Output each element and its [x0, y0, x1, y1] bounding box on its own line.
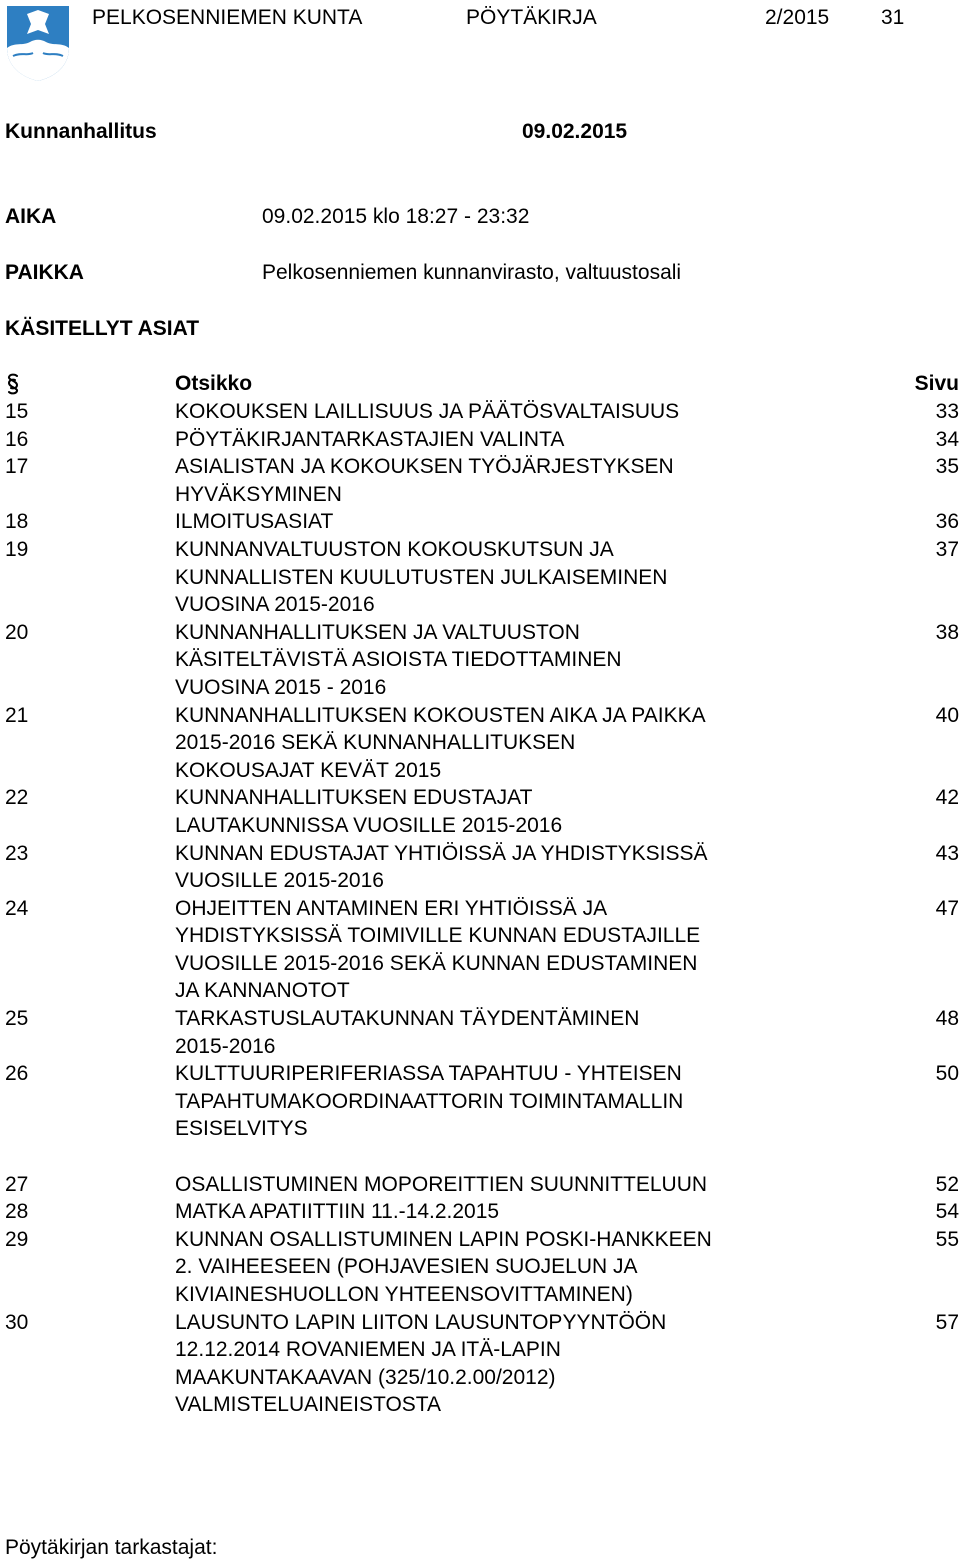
table-row	[5, 1309, 960, 1419]
item-page: 38	[935, 620, 959, 644]
item-title: KUNNANVALTUUSTON KOKOUSKUTSUN JA KUNNALLISTEN KUULUTUSTEN JULKAISEMINEN VUOSINA 2015-2016	[175, 537, 668, 617]
item-page: 35	[935, 455, 959, 479]
item-number: 17	[5, 455, 29, 479]
item-title: KUNNANHALLITUKSEN KOKOUSTEN AIKA JA PAIKKA 2015-2016 SEKÄ KUNNANHALLITUKSEN KOKOUSAJAT KEVÄT 2015	[175, 703, 706, 782]
item-number: 21	[5, 703, 29, 727]
table-row	[5, 840, 960, 895]
item-title: KUNNANHALLITUKSEN EDUSTAJAT LAUTAKUNNISSA VUOSILLE 2015-2016	[175, 786, 563, 837]
item-page: 43	[935, 841, 959, 865]
item-title: KUNNAN OSALLISTUMINEN LAPIN POSKI-HANKKEEN 2. VAIHEESEEN (POHJAVESIEN SUOJELUN JA KIVIAINESHUOLLON YHTEENSOVITTAMINEN)	[175, 1227, 712, 1306]
item-title: PÖYTÄKIRJANTARKASTAJIEN VALINTA	[175, 427, 565, 451]
item-title: TARKASTUSLAUTAKUNNAN TÄYDENTÄMINEN 2015-2016	[175, 1007, 640, 1058]
table-row	[5, 895, 960, 1005]
agenda-table-header	[5, 370, 960, 398]
item-title: ASIALISTAN JA KOKOUKSEN TYÖJÄRJESTYKSEN HYVÄKSYMINEN	[175, 455, 674, 506]
item-page: 36	[935, 510, 959, 534]
item-page: 55	[935, 1227, 959, 1251]
document-number: 2/2015	[765, 6, 830, 29]
column-page-header: Sivu	[914, 372, 959, 395]
board-name: Kunnanhallitus	[5, 120, 157, 143]
time-value: 09.02.2015 klo 18:27 - 23:32	[262, 205, 530, 228]
item-number: 24	[5, 896, 29, 920]
row-spacer	[5, 1143, 960, 1171]
item-page: 57	[935, 1310, 959, 1334]
item-page: 54	[935, 1200, 959, 1224]
table-row	[5, 536, 960, 619]
item-title: ILMOITUSASIAT	[175, 510, 334, 534]
item-title: KOKOUKSEN LAILLISUUS JA PÄÄTÖSVALTAISUUS	[175, 400, 680, 423]
item-title: LAUSUNTO LAPIN LIITON LAUSUNTOPYYNTÖÖN 12.12.2014 ROVANIEMEN JA ITÄ-LAPIN MAAKUNTAKAAVAN (325/10.2.00/2012) VALMISTELUAINEISTOSTA	[175, 1310, 667, 1417]
table-row	[5, 398, 960, 426]
table-row	[5, 702, 960, 785]
table-row	[5, 619, 960, 702]
item-title: MATKA APATIITTIIN 11.-14.2.2015	[175, 1200, 500, 1224]
item-number: 23	[5, 841, 29, 865]
item-number: 16	[5, 427, 29, 451]
item-number: 22	[5, 786, 29, 810]
item-page: 42	[935, 786, 959, 810]
coat-of-arms-icon	[5, 4, 71, 82]
item-number: 28	[5, 1200, 29, 1224]
item-number: 15	[5, 400, 29, 423]
document-type: PÖYTÄKIRJA	[466, 6, 597, 29]
item-page: 34	[935, 427, 959, 451]
item-title: KUNNANHALLITUKSEN JA VALTUUSTON KÄSITELTÄVISTÄ ASIOISTA TIEDOTTAMINEN VUOSINA 2015 - 2016	[175, 620, 622, 699]
item-number: 27	[5, 1172, 29, 1196]
column-title-header: Otsikko	[175, 372, 253, 395]
item-page: 47	[935, 896, 959, 920]
item-title: KULTTUURIPERIFERIASSA TAPAHTUU - YHTEISEN TAPAHTUMAKOORDINAATTORIN TOIMINTAMALLIN ESISELVITYS	[175, 1062, 684, 1141]
table-row	[5, 1060, 960, 1143]
item-page: 33	[935, 400, 959, 423]
table-row	[5, 784, 960, 839]
item-number: 20	[5, 620, 29, 644]
page-number: 31	[881, 6, 905, 29]
item-title: OSALLISTUMINEN MOPOREITTIEN SUUNNITTELUUN	[175, 1172, 708, 1196]
item-number: 30	[5, 1310, 29, 1334]
table-row	[5, 508, 960, 536]
table-row	[5, 426, 960, 454]
item-number: 25	[5, 1007, 29, 1031]
time-label: AIKA	[5, 205, 57, 228]
place-value: Pelkosenniemen kunnanvirasto, valtuustosali	[262, 261, 682, 284]
item-title: KUNNAN EDUSTAJAT YHTIÖISSÄ JA YHDISTYKSISSÄ VUOSILLE 2015-2016	[175, 841, 708, 893]
item-page: 52	[935, 1172, 959, 1196]
agenda-table	[5, 370, 960, 1419]
place-label: PAIKKA	[5, 261, 84, 284]
table-row	[5, 1171, 960, 1199]
item-number: 19	[5, 537, 29, 561]
item-title: OHJEITTEN ANTAMINEN ERI YHTIÖISSÄ JA YHDISTYKSISSÄ TOIMIVILLE KUNNAN EDUSTAJILLE VUOSILLE 2015-2016 SEKÄ KUNNAN EDUSTAMINEN JA KANNANOTOT	[175, 896, 701, 1003]
table-row	[5, 1005, 960, 1060]
table-row	[5, 1198, 960, 1226]
board-date: 09.02.2015	[522, 120, 628, 143]
item-number: 29	[5, 1227, 29, 1251]
item-number: 18	[5, 510, 29, 534]
reviewers-label: Pöytäkirjan tarkastajat:	[5, 1536, 218, 1559]
table-row	[5, 1226, 960, 1309]
section-sign-icon	[5, 373, 21, 395]
municipality-name: PELKOSENNIEMEN KUNTA	[92, 6, 363, 29]
items-heading: KÄSITELLYT ASIAT	[5, 317, 200, 340]
item-number: 26	[5, 1062, 29, 1086]
item-page: 50	[935, 1062, 959, 1086]
table-row	[5, 453, 960, 508]
item-page: 37	[935, 537, 959, 561]
item-page: 40	[935, 703, 959, 727]
item-page: 48	[935, 1007, 959, 1031]
